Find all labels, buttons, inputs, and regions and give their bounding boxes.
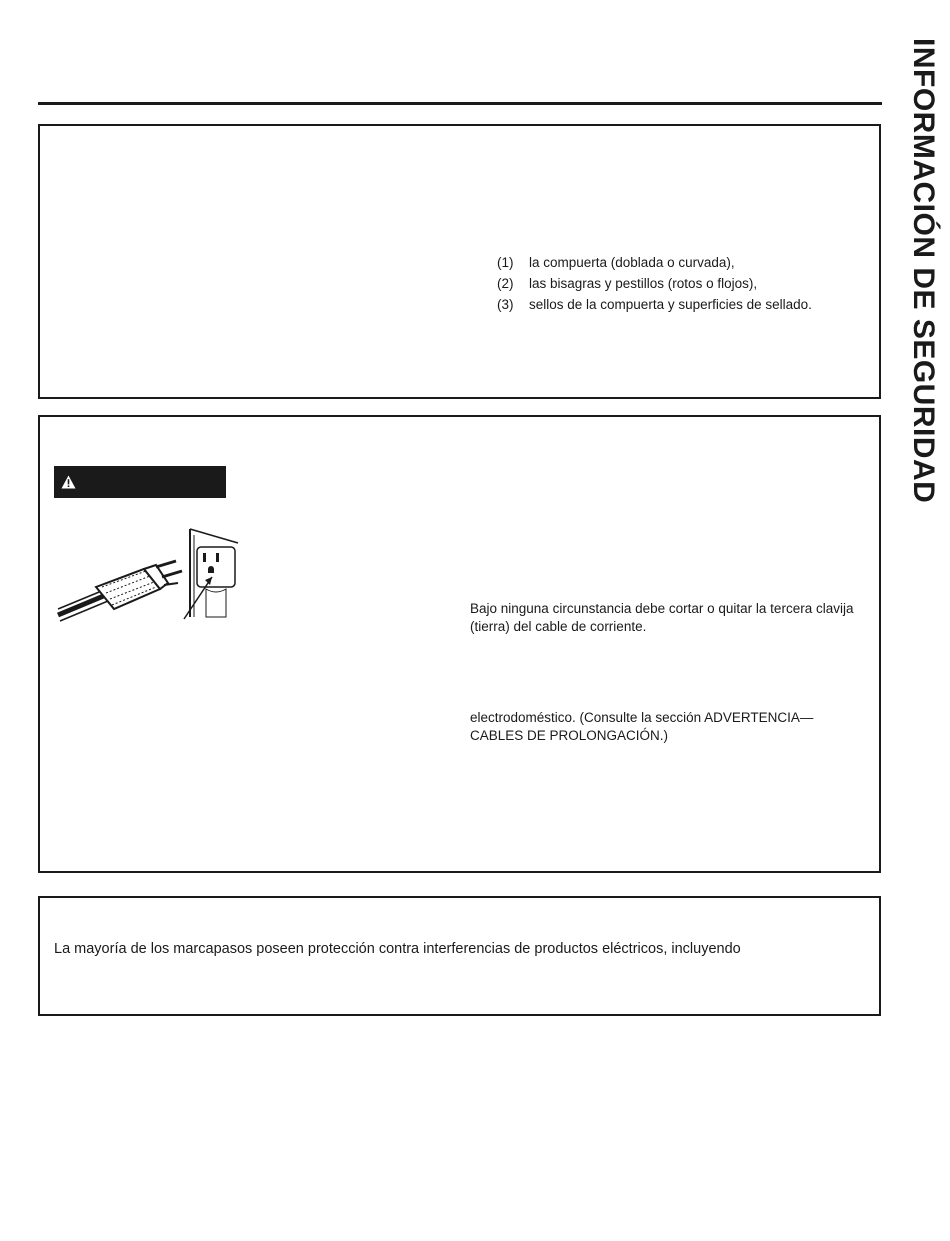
list-item-text: la compuerta (doblada o curvada), bbox=[529, 255, 735, 270]
warning-badge bbox=[54, 466, 226, 498]
list-item-number: (1) bbox=[497, 255, 514, 270]
list-item bbox=[497, 254, 812, 275]
plug-outlet-illustration bbox=[56, 527, 242, 628]
extension-cord-reference-text bbox=[470, 709, 865, 745]
reference-text-line: electrodoméstico. (Consulte la sección ADVERTENCIA— bbox=[470, 710, 814, 725]
third-prong-warning-text: Bajo ninguna circunstancia debe cortar o quitar la tercera clavija (tierra) del cable de corriente. bbox=[470, 601, 854, 634]
list-item bbox=[497, 296, 812, 317]
list-item-text: sellos de la compuerta y superficies de sellado. bbox=[529, 297, 812, 312]
list-item-number: (3) bbox=[497, 297, 514, 312]
pacemaker-text: La mayoría de los marcapasos poseen protección contra interferencias de productos eléctricos, incluyendo bbox=[54, 941, 741, 957]
side-section-title: INFORMACIÓN DE SEGURIDAD bbox=[907, 38, 940, 504]
reference-text-line: CABLES DE PROLONGACIÓN.) bbox=[470, 728, 669, 743]
warning-triangle-icon bbox=[61, 475, 76, 489]
door-check-list bbox=[497, 254, 812, 317]
list-item-number: (2) bbox=[497, 276, 514, 291]
header-rule bbox=[38, 102, 882, 105]
list-item-text: las bisagras y pestillos (rotos o flojos), bbox=[529, 276, 758, 291]
list-item bbox=[497, 275, 812, 296]
